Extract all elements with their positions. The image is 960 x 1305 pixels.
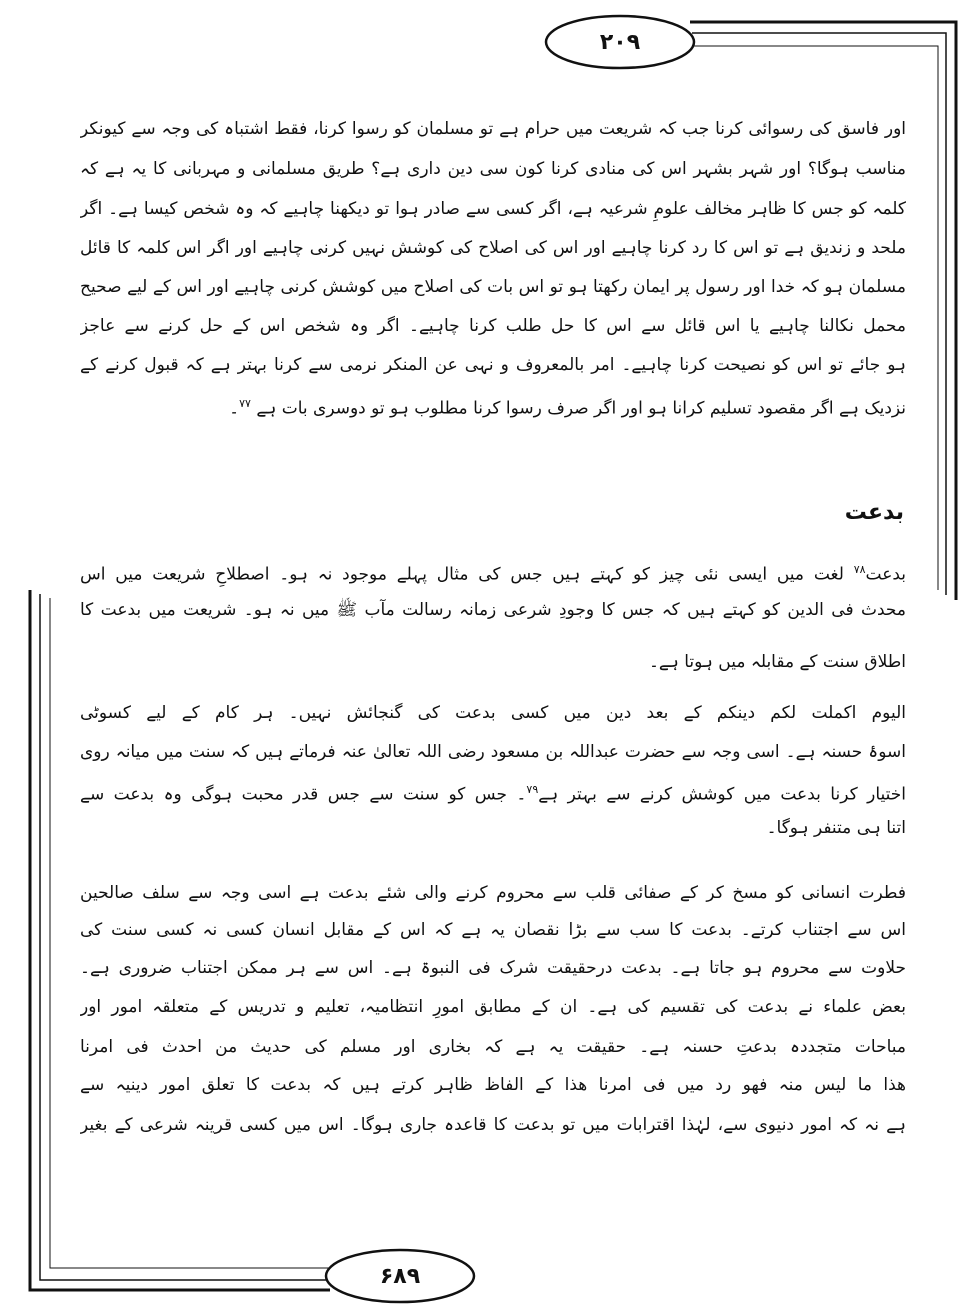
text-line: کلمہ کو جس کا ظاہر مخالف علومِ شرعیہ ہے، اگر کسی سے صادر ہوا تو دیکھنا چاہیے کہ وہ شخص کیسا ہے۔ اگر — [80, 199, 906, 219]
text-line: مناسب ہوگا؟ اور شہر بشہر اس کی منادی کرنا کون سی دین داری ہے؟ طریق مسلمانی و مہربانی کا یہ ہے کہ — [80, 159, 906, 179]
footnote-ref: ۷۸ — [853, 563, 866, 576]
text-line: اتنا ہی متنفر ہوگا۔ — [766, 818, 906, 838]
footnote-ref: ۷۷ — [239, 397, 251, 410]
text-line: مباحات متجددہ بدعتِ حسنہ ہے۔ حقیقت یہ ہے کہ بخاری اور مسلم کی حدیث من احدث فی امرنا — [80, 1037, 906, 1057]
text-line: محدث فی الدین کو کہتے ہیں کہ جس کا وجودِ شرعی زمانہ رسالت مآب ﷺ میں نہ ہو۔ شریعت میں بدعت کا — [80, 600, 906, 620]
text-line: ہے نہ کہ امور دنیوی سے، لہٰذا اقترابات میں تو بدعت کا قاعدہ جاری ہوگا۔ اس میں کسی قرینہ شرعی کے بغیر — [80, 1115, 906, 1135]
text-line: حلاوت سے محروم ہو جاتا ہے۔ بدعت درحقیقت شرک فی النبوۃ ہے۔ اس سے ہر ممکن اجتناب ضروری ہے۔ — [80, 958, 906, 978]
page-number-bottom: ۶۸۹ — [379, 1263, 421, 1289]
page-number-top: ۲۰۹ — [599, 29, 641, 55]
section-heading: بدعت — [844, 500, 904, 525]
text-line: ھذا ما لیس منہ فھو رد میں فی امرنا ھذا کے الفاظ ظاہر کرتے ہیں کہ بدعت کا تعلق امور دینیہ سے — [80, 1075, 906, 1095]
text-line: اس سے اجتناب کرتے۔ بدعت کا سب سے بڑا نقصان یہ ہے کہ اس کے مقابل انسان کسی نہ کسی سنت کی — [80, 920, 906, 940]
text-line — [80, 553, 906, 587]
text-line: نزدیک ہے اگر مقصود تسلیم کرانا ہو اور اگر صرف رسوا کرنا مطلوب ہو تو دوسری بات ہے $^{۷۷}$۔ — [229, 397, 906, 419]
text-line: مسلمان ہو کہ خدا اور رسول پر ایمان رکھتا ہو تو اس بات کی اصلاح میں کوشش کرنی چاہیے اور اس کے لیے صحیح — [80, 277, 906, 297]
footnote-ref: ۷۹ — [526, 783, 539, 796]
line-text: ۔ جس کو سنت سے جس قدر محبت ہوگی وہ بدعت سے — [80, 784, 527, 805]
text-line: اور فاسق کی رسوائی کرنا جب کہ شریعت میں حرام ہے تو مسلمان کو رسوا کرنا، فقط اشتباہ کی وجہ سے کیونکر — [80, 119, 906, 139]
text-line: الیوم اکملت لکم دینکم کے بعد دین میں کسی بدعت کی گنجائش نہیں۔ ہر کام کے لیے کسوٹی — [80, 703, 906, 723]
text-line: ہو جائے تو اس کو نصیحت کرنا چاہیے۔ امر بالمعروف و نہی عن المنکر نرمی سے کرنا بہتر ہے کہ قبول کرنے کے — [80, 355, 906, 375]
text-line: ملحد و زندیق ہے تو اس کا رد کرنا چاہیے اور اس کی اصلاح کی کوشش نہیں کرنی چاہیے اور اگر اس کلمہ کا قائل — [80, 238, 906, 258]
lead-word: بدعت — [865, 564, 906, 585]
text-line: فطرت انسانی کو مسخ کر کے صفائی قلب سے محروم کرنے والی شئے بدعت ہے اسی وجہ سے سلف صالحین — [80, 883, 906, 903]
line-text: لغت میں ایسی نئی چیز کو کہتے ہیں جس کی مثال پہلے موجود نہ ہو۔ اصطلاحِ شریعت میں اس — [80, 564, 844, 585]
line-text: اختیار کرنا بدعت میں کوشش کرنے سے بہتر ہے — [538, 784, 906, 805]
text-line: محمل نکالنا چاہیے یا اس قائل سے اس کا حل طلب کرنا چاہیے۔ اگر وہ شخص اس کے حل کرنے سے عاجز — [80, 316, 906, 336]
text-line — [80, 773, 906, 807]
text-line: اسوۂ حسنہ ہے۔ اسی وجہ سے حضرت عبداللہ بن مسعود رضی اللہ تعالیٰ عنہ فرماتے ہیں کہ سنت میں میانہ روی — [80, 742, 906, 762]
text-line: بعض علماء نے بدعت کی تقسیم کی ہے۔ ان کے مطابق امورِ انتظامیہ، تعلیم و تدریس کے متعلقہ امور اور — [80, 997, 906, 1017]
text-line: اطلاق سنت کے مقابلہ میں ہوتا ہے۔ — [648, 652, 906, 672]
line-text: نزدیک ہے اگر مقصود تسلیم کرانا ہو اور اگر صرف رسوا کرنا مطلوب ہو تو دوسری بات ہے — [256, 398, 906, 419]
